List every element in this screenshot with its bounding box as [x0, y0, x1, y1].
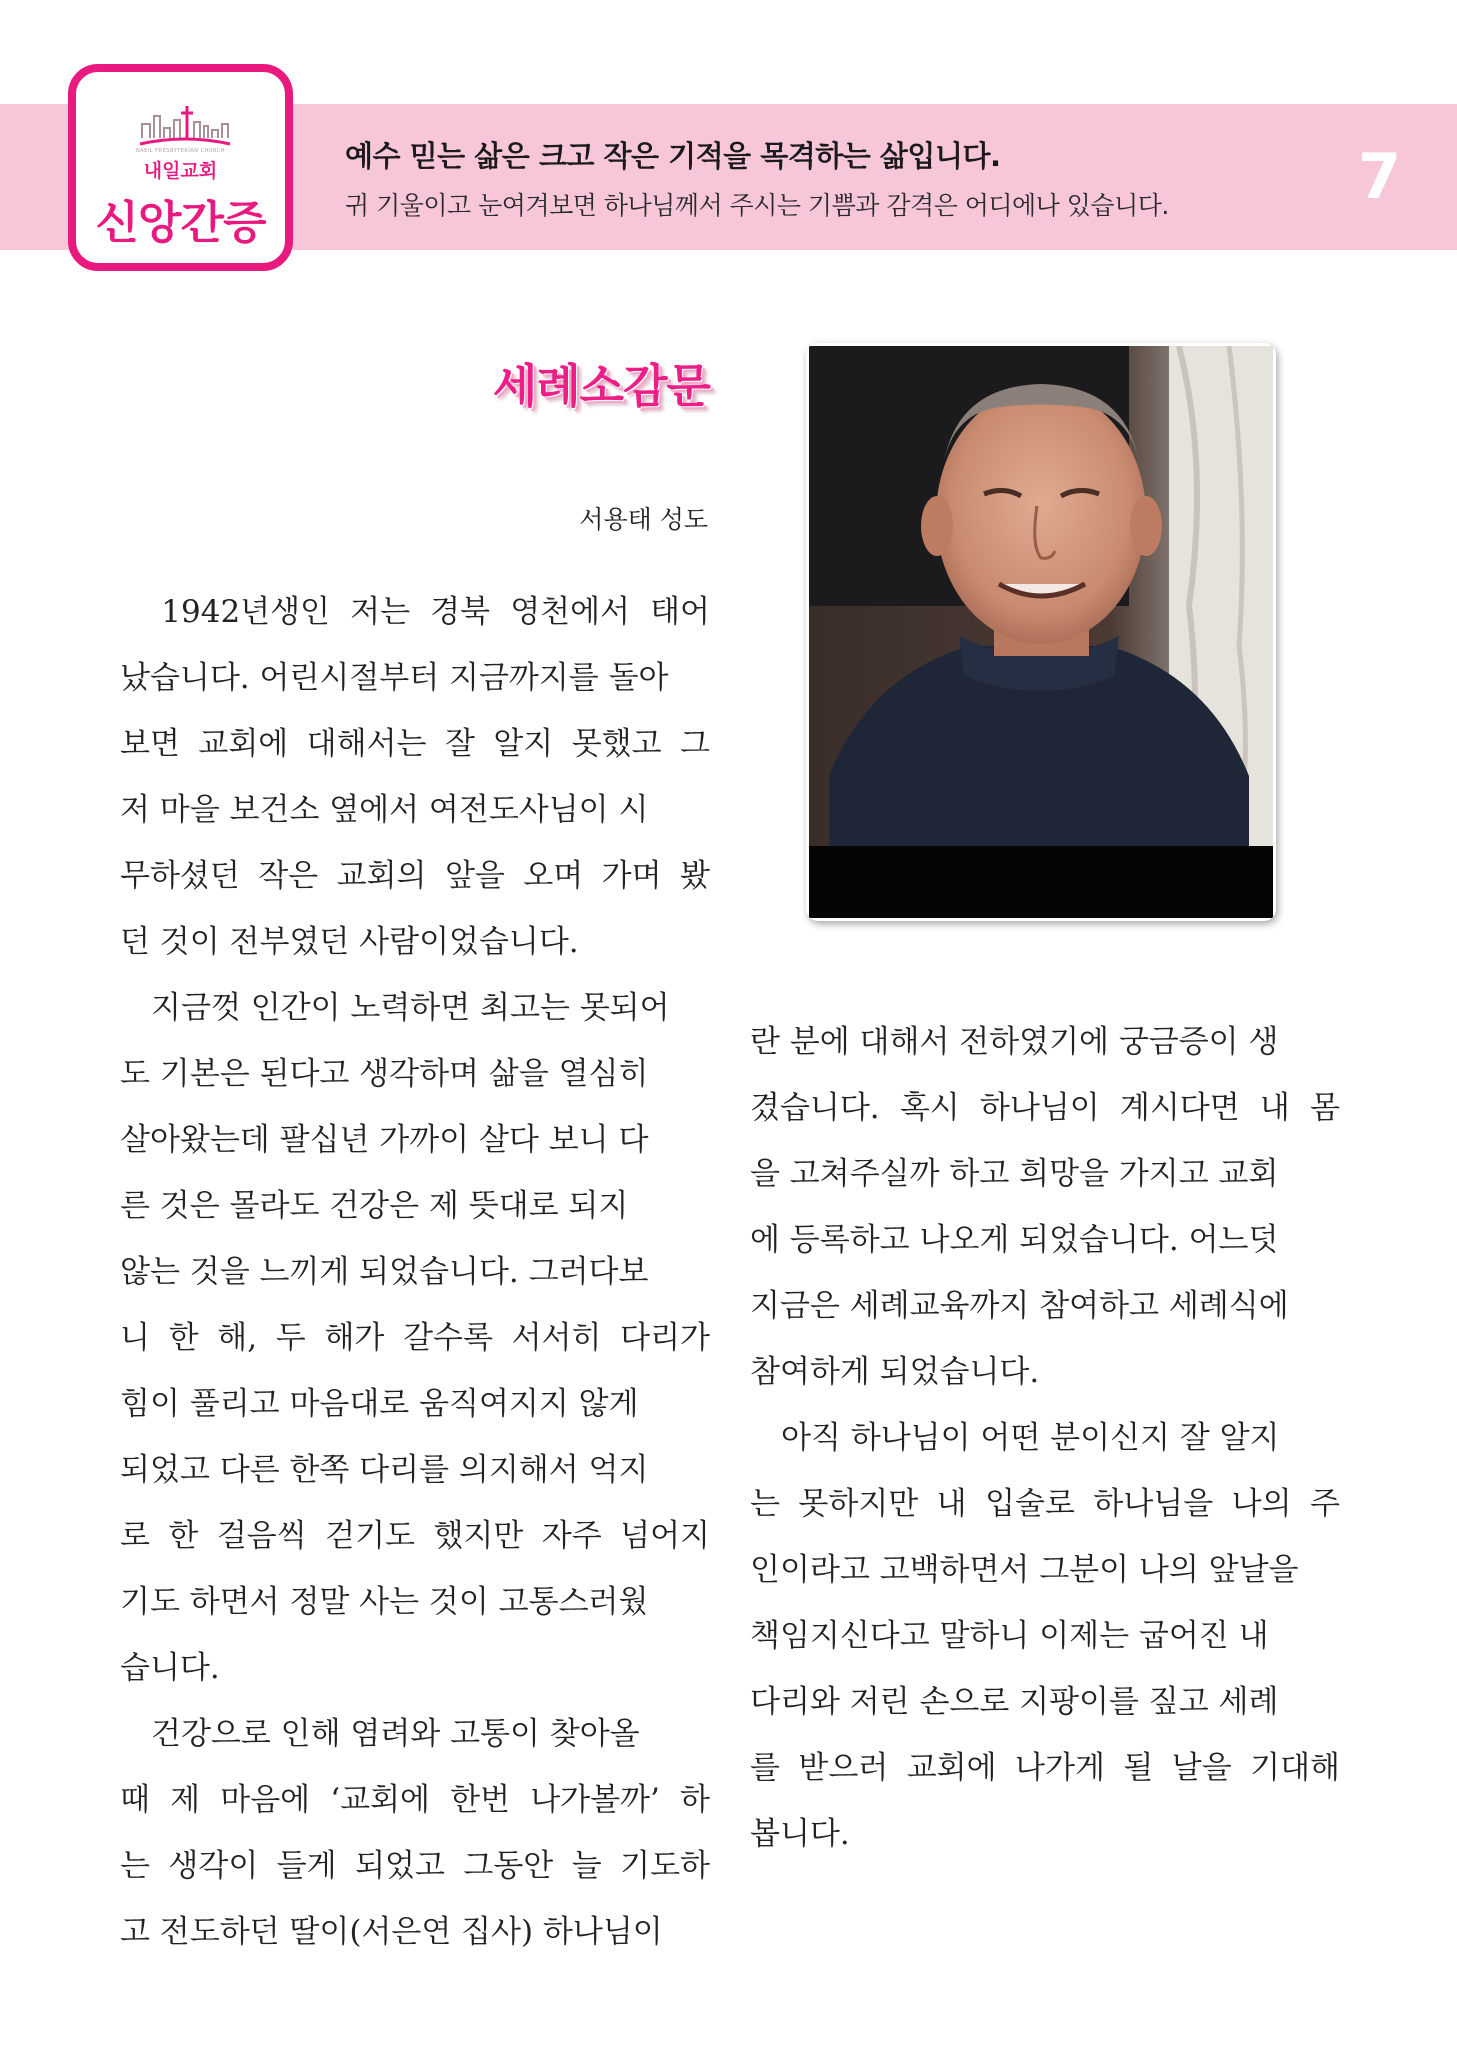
body-text-line: 지금껏 인간이 노력하면 최고는 못되어 — [120, 990, 670, 1026]
header-title: 예수 믿는 삶은 크고 작은 기적을 목격하는 삶입니다. — [345, 139, 1001, 173]
body-text-line: 를 받으러 교회에 나가게 될 날을 기대해 — [750, 1750, 1340, 1786]
body-text-line: 던 것이 전부였던 사람이었습니다. — [120, 924, 579, 960]
portrait-photo — [806, 343, 1276, 921]
body-text-line: 도 기본은 된다고 생각하며 삶을 열심히 — [120, 1056, 649, 1092]
body-text-line: 건강으로 인해 염려와 고통이 찾아올 — [120, 1716, 640, 1752]
body-text-line: 때 제 마음에 ‘교회에 한번 나가볼까’ 하 — [120, 1782, 710, 1818]
badge-small-text: NAEIL PRESBYTERIAN CHURCH — [135, 148, 225, 154]
body-text-line: 지금은 세례교육까지 참여하고 세례식에 — [750, 1288, 1289, 1324]
article-body-left — [120, 579, 710, 1965]
section-badge — [68, 64, 293, 271]
body-text-line: 겼습니다. 혹시 하나님이 계시다면 내 몸 — [750, 1090, 1340, 1126]
body-text-line: 인이라고 고백하면서 그분이 나의 앞날을 — [750, 1552, 1299, 1588]
body-text-line: 란 분에 대해서 전하였기에 궁금증이 생 — [750, 1024, 1279, 1060]
body-text-line: 무하셨던 작은 교회의 앞을 오며 가며 봤 — [120, 858, 710, 894]
body-text-line: 는 생각이 들게 되었고 그동안 늘 기도하 — [120, 1848, 710, 1884]
body-text-line: 고 전도하던 딸이(서은연 집사) 하나님이 — [120, 1914, 663, 1950]
body-text-line: 되었고 다른 한쪽 다리를 의지해서 억지 — [120, 1452, 649, 1488]
body-text-line: 보면 교회에 대해서는 잘 알지 못했고 그 — [120, 726, 710, 762]
body-text-line: 않는 것을 느끼게 되었습니다. 그러다보 — [120, 1254, 649, 1290]
portrait-image — [809, 346, 1273, 918]
article-body-right — [750, 1009, 1340, 1867]
church-skyline-logo-icon — [138, 104, 232, 150]
body-text-line: 는 못하지만 내 입술로 하나님을 나의 주 — [750, 1486, 1340, 1522]
body-text-line: 아직 하나님이 어떤 분이신지 잘 알지 — [750, 1420, 1280, 1456]
body-text-line: 봅니다. — [750, 1816, 850, 1852]
body-text-line: 니 한 해, 두 해가 갈수록 서서히 다리가 — [120, 1320, 710, 1356]
page-number: 7 — [1358, 140, 1402, 213]
body-text-line: 힘이 풀리고 마음대로 움직여지지 않게 — [120, 1386, 639, 1422]
body-text-line: 다리와 저린 손으로 지팡이를 짚고 세례 — [750, 1684, 1279, 1720]
body-text-line: 났습니다. 어린시절부터 지금까지를 돌아 — [120, 660, 669, 696]
body-text-line: 살아왔는데 팔십년 가까이 살다 보니 다 — [120, 1122, 649, 1158]
body-text-line: 참여하게 되었습니다. — [750, 1354, 1040, 1390]
body-text-line: 기도 하면서 정말 사는 것이 고통스러웠 — [120, 1584, 649, 1620]
church-name: 내일교회 — [143, 160, 218, 182]
article-author: 서용태 성도 — [579, 505, 708, 534]
header-subtitle: 귀 기울이고 눈여겨보면 하나님께서 주시는 기쁨과 감격은 어디에나 있습니다. — [345, 191, 1169, 220]
body-text-line: 에 등록하고 나오게 되었습니다. 어느덧 — [750, 1222, 1279, 1258]
body-text-line: 른 것은 몰라도 건강은 제 뜻대로 되지 — [120, 1188, 629, 1224]
body-text-line: 책임지신다고 말하니 이제는 굽어진 내 — [750, 1618, 1269, 1654]
body-text-line: 을 고쳐주실까 하고 희망을 가지고 교회 — [750, 1156, 1279, 1192]
body-text-line: 로 한 걸음씩 걷기도 했지만 자주 넘어지 — [120, 1518, 710, 1554]
section-label: 신앙간증 — [95, 196, 266, 249]
body-text-line: 습니다. — [120, 1650, 220, 1686]
body-text-line: 저 마을 보건소 옆에서 여전도사님이 시 — [120, 792, 649, 828]
article-title: 세례소감문 — [492, 359, 710, 413]
body-text-line: 1942년생인 저는 경북 영천에서 태어 — [120, 594, 710, 630]
